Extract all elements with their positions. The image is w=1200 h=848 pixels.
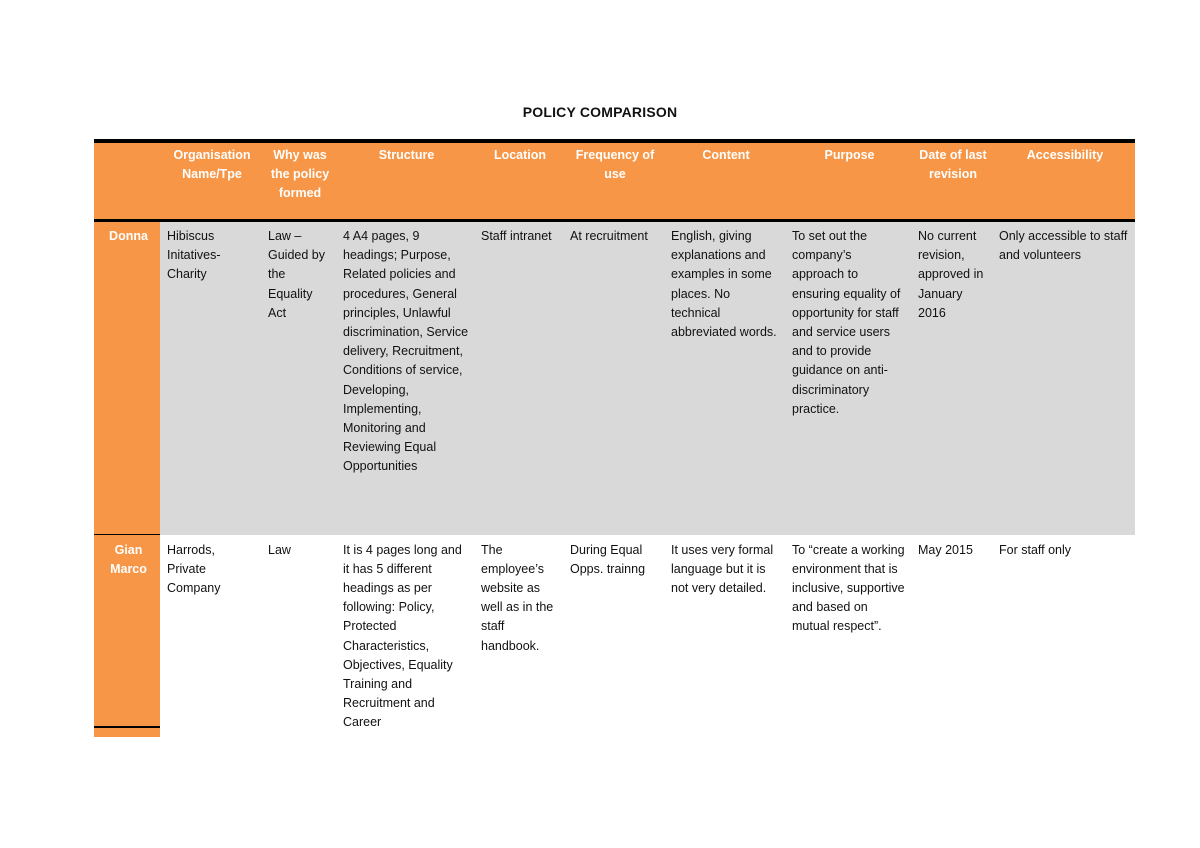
cell-purpose: To “create a working environment that is inclusive, supportive and based on mutual respect”. bbox=[785, 535, 911, 737]
cell-location: The employee’s website as well as in the staff handbook. bbox=[474, 535, 563, 737]
header-date-revision: Date of last revision bbox=[911, 143, 992, 221]
row-label: Gian Marco bbox=[94, 535, 160, 737]
cell-structure: 4 A4 pages, 9 headings; Purpose, Related policies and procedures, General principles, Unlawful discrimination, Service delivery, Recruitment, Conditions of service, Developing, Implementing, Monitoring and Reviewing Equal Opportunities bbox=[336, 221, 474, 535]
cell-accessibility: Only accessible to staff and volunteers bbox=[992, 221, 1135, 535]
cell-organisation: Hibiscus Initatives- Charity bbox=[160, 221, 261, 535]
policy-comparison-table bbox=[94, 143, 1135, 737]
header-organisation: Organisation Name/Tpe bbox=[160, 143, 261, 221]
table-header-row bbox=[94, 143, 1135, 221]
header-why-formed: Why was the policy formed bbox=[261, 143, 336, 221]
header-accessibility: Accessibility bbox=[992, 143, 1135, 221]
cell-frequency: During Equal Opps. trainng bbox=[563, 535, 664, 737]
cell-purpose: To set out the company’s approach to ensuring equality of opportunity for staff and service users and to provide guidance on anti-discriminatory practice. bbox=[785, 221, 911, 535]
table-bottom-rule bbox=[94, 726, 160, 728]
cell-date-revision: May 2015 bbox=[911, 535, 992, 737]
cell-why-formed: Law bbox=[261, 535, 336, 737]
table-row bbox=[94, 535, 1135, 737]
header-frequency: Frequency of use bbox=[563, 143, 664, 221]
cell-content: English, giving explanations and examples in some places. No technical abbreviated words. bbox=[664, 221, 785, 535]
cell-location: Staff intranet bbox=[474, 221, 563, 535]
header-corner-cell bbox=[94, 143, 160, 221]
row-label: Donna bbox=[94, 221, 160, 535]
cell-why-formed: Law – Guided by the Equality Act bbox=[261, 221, 336, 535]
cell-date-revision: No current revision, approved in January 2016 bbox=[911, 221, 992, 535]
cell-content: It uses very formal language but it is not very detailed. bbox=[664, 535, 785, 737]
header-location: Location bbox=[474, 143, 563, 221]
header-content: Content bbox=[664, 143, 785, 221]
header-purpose: Purpose bbox=[785, 143, 911, 221]
table-row bbox=[94, 221, 1135, 535]
cell-structure: It is 4 pages long and it has 5 different headings as per following: Policy, Protected Characteristics, Objectives, Equality Training and Recruitment and Career bbox=[336, 535, 474, 737]
cell-accessibility: For staff only bbox=[992, 535, 1135, 737]
header-structure: Structure bbox=[336, 143, 474, 221]
page-title: POLICY COMPARISON bbox=[522, 104, 678, 120]
cell-frequency: At recruitment bbox=[563, 221, 664, 535]
cell-organisation: Harrods, Private Company bbox=[160, 535, 261, 737]
